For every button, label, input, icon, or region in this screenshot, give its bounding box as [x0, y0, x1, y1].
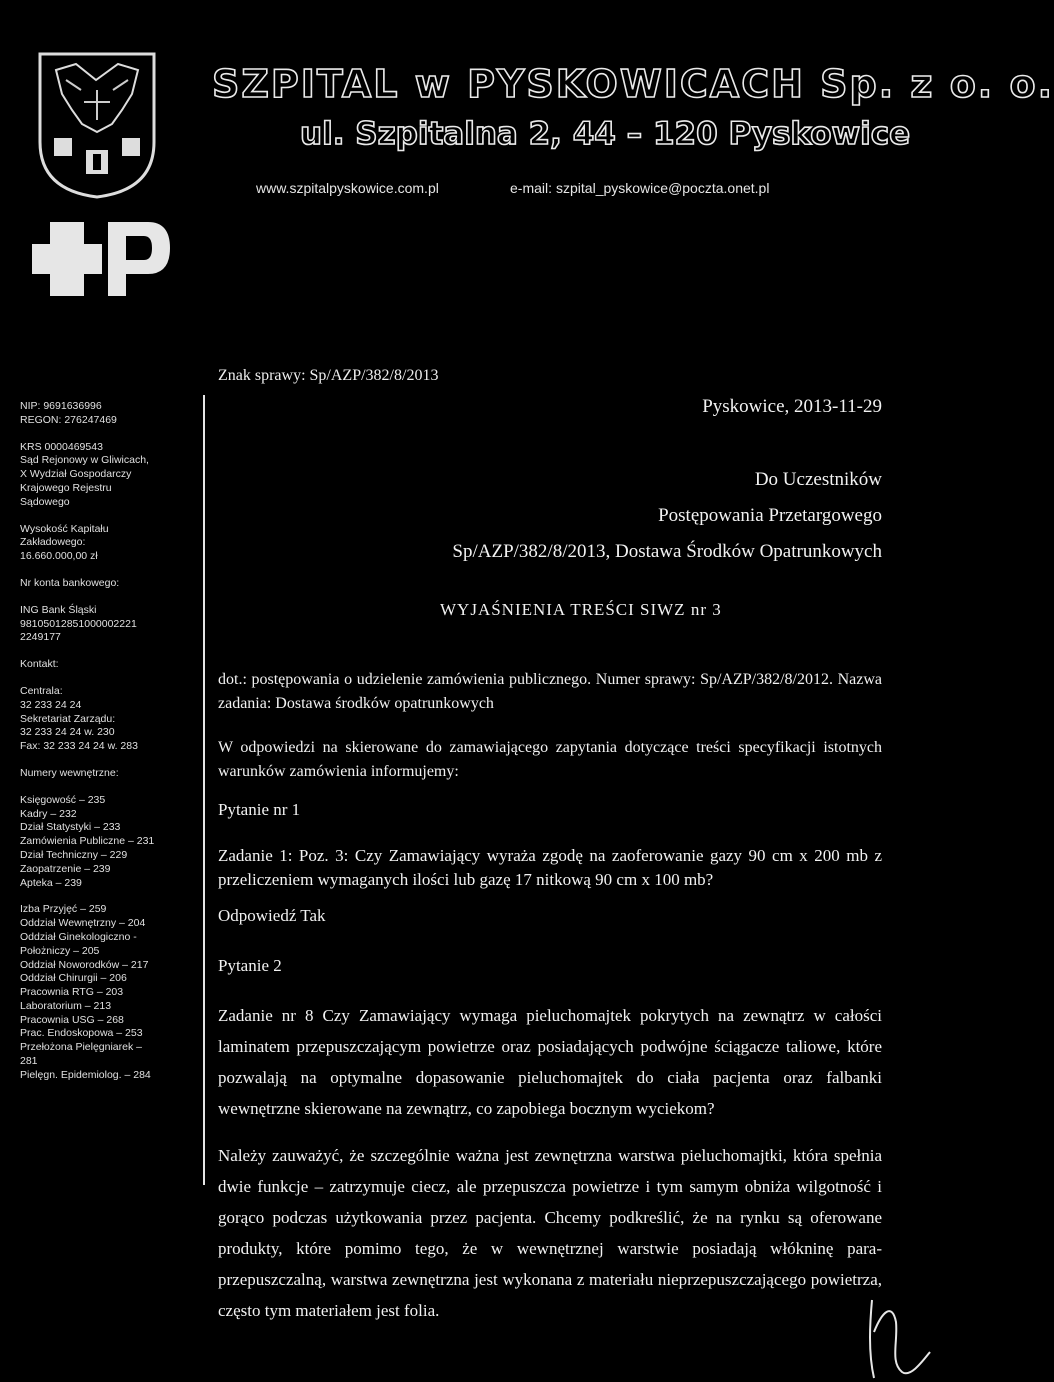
email-link[interactable]: szpital_pyskowice@poczta.onet.pl — [556, 180, 770, 196]
email-label: e-mail: — [510, 180, 553, 196]
addressee-line: Do Uczestników — [754, 469, 882, 490]
bank-label: Nr konta bankowego: — [20, 576, 120, 589]
subject-line: dot.: postępowania o udzielenie zamówienia publicznego. Numer sprawy: Sp/AZP/382/8/2012. Nazwa zadania: Dostawa środków opatrunkowych — [218, 671, 882, 712]
email-line — [510, 180, 773, 196]
addressee-block — [452, 462, 882, 570]
letter-content — [218, 668, 882, 1342]
signature-icon — [852, 1292, 942, 1382]
hospital-address: ul. Szpitalna 2, 44 – 120 Pyskowice — [300, 116, 911, 152]
question-1-text: Zadanie 1: Poz. 3: Czy Zamawiający wyraża zgodę na zaoferowanie gazy 90 cm x 200 mb z przeliczeniem wymaganych ilości lub gazę 17 nitkową 90 cm x 100 mb? — [218, 846, 882, 889]
contact-label: Kontakt: — [20, 658, 59, 671]
hospital-name: SZPITAL w PYSKOWICACH Sp. z o. o. — [212, 62, 1054, 106]
sidebar-company-info — [20, 400, 198, 1096]
website-link[interactable]: www.szpitalpyskowice.com.pl — [256, 180, 439, 196]
phone-numbers: Centrala: 32 233 24 24 Sekretariat Zarządu: 32 233 24 24 w. 230 Fax: 32 233 24 24 w. 283 — [20, 684, 138, 753]
internal-label: Numery wewnętrzne: — [20, 766, 119, 779]
addressee-line: Sp/AZP/382/8/2013, Dostawa Środków Opatrunkowych — [452, 541, 882, 562]
answer-1: Odpowiedź Tak — [218, 906, 326, 925]
court-registration: KRS 0000469543 Sąd Rejonowy w Gliwicach, X Wydział Gospodarczy Krajowego Rejestru Sądowego — [20, 440, 149, 508]
question-2-continuation: Należy zauważyć, że szczególnie ważna jest zewnętrzna warstwa pieluchomajtki, która spełnia dwie funkcje – zatrzymuje ciecz, ale przepuszcza powietrze i tym samym obniża wilgotność i gorąco podczas użytkowania przez pacjenta. Chcemy podkreślić, że na rynku są oferowane produkty, które pomimo tego, że w wewnętrznej warstwie posiadają włókninę para-przepuszczalną, warstwa zewnętrzna jest wykonana z materiału nieprzepuszczającego powietrza, często tym materiałem jest folia. — [218, 1146, 882, 1320]
sidebar-divider — [203, 395, 205, 1185]
internal-extensions: Księgowość – 235 Kadry – 232 Dział Statystyki – 233 Zamówienia Publiczne – 231 Dział Techniczny – 229 Zaopatrzenie – 239 Apteka – 239 — [20, 793, 155, 889]
ward-extensions: Izba Przyjęć – 259 Oddział Wewnętrzny – 204 Oddział Ginekologiczno - Położniczy – 205 Oddział Noworodków – 217 Oddział Chirurgii – 206 Pracownia RTG – 203 Laboratorium – 213 Pracownia USG – 268 Prac. Endoskopowa – 253 Przełożona Pielęgniarek – 281 Pielęgn. Epidemiolog. – 284 — [20, 903, 151, 1081]
intro-paragraph: W odpowiedzi na skierowane do zamawiającego zapytania dotyczące treści specyfikacji istotnych warunków zamówienia informujemy: — [218, 739, 882, 780]
share-capital: Wysokość Kapitału Zakładowego: 16.660.000,00 zł — [20, 522, 109, 563]
question-2-text: Zadanie nr 8 Czy Zamawiający wymaga pieluchomajtek pokrytych na zewnątrz w całości laminatem przepuszczającym powietrze oraz posiadających podwójne ściągacze taliowe, które pozwalają na optymalne dopasowanie pieluchomajtek do ciała pacjenta oraz falbanki wewnętrzne skierowane na zewnątrz, co zapobiega bocznym wyciekom? — [218, 1006, 882, 1118]
hospital-logo-icon — [30, 218, 172, 298]
place-and-date: Pyskowice, 2013-11-29 — [702, 396, 882, 417]
bank-account: ING Bank Śląski 98105012851000002221 2249177 — [20, 603, 137, 644]
addressee-line: Postępowania Przetargowego — [658, 505, 882, 526]
question-2-heading: Pytanie 2 — [218, 956, 282, 975]
question-1-heading: Pytanie nr 1 — [218, 800, 301, 819]
document-title: WYJAŚNIENIA TREŚCI SIWZ nr 3 — [440, 600, 722, 619]
case-reference: Znak sprawy: Sp/AZP/382/8/2013 — [218, 367, 439, 384]
coat-of-arms-icon — [36, 50, 158, 200]
registry-numbers: NIP: 9691636996 REGON: 276247469 — [20, 400, 117, 426]
